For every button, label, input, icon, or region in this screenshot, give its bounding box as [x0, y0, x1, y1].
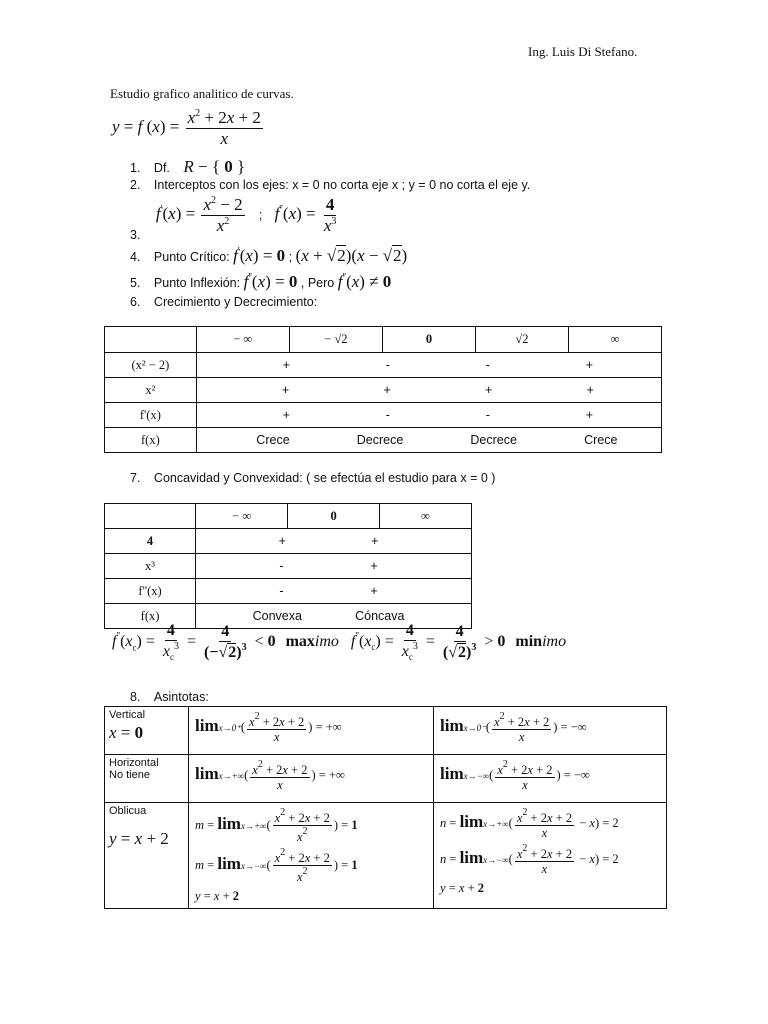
- step-5-label: Punto Inflexión:: [153, 276, 241, 290]
- step-5-pero: , Pero: [300, 276, 335, 290]
- table1-row-head: f'(x): [105, 403, 197, 428]
- table1-cell: +: [281, 383, 290, 397]
- table1-header-sqrt2: √2: [475, 327, 568, 353]
- max-min-equations: $f''(x_c)$ = $\frac{4}{x_c^3}$ = $\frac{4}{(-√2)^3}$ < 0 maximo $f''(x_c)$ = $\frac{4}{x_c^3}$ = $\frac{4}{(√2)^3}$ > 0 minimo: [112, 622, 567, 663]
- table1-cell: -: [385, 408, 390, 422]
- table1-row-head: f(x): [105, 428, 197, 453]
- table1-cell: Crece: [256, 433, 290, 447]
- table2-row-head: 4: [105, 529, 196, 554]
- author-name: Ing. Luis Di Stefano.: [528, 44, 638, 59]
- step-7-label: Concavidad y Convexidad: ( se efectúa el estudio para x = 0 ): [153, 471, 496, 485]
- step-3-number: 3.: [130, 227, 141, 242]
- table2-header-neg-inf: − ∞: [196, 504, 288, 529]
- step-8-label: Asintotas:: [153, 690, 209, 704]
- concavity-table: [104, 503, 472, 629]
- table2-header-zero: 0: [288, 504, 380, 529]
- table1-cell: -: [485, 358, 490, 372]
- table1-header-neg-sqrt2: − √2: [289, 327, 382, 353]
- table1-cell: +: [282, 358, 290, 372]
- oblique-label: Oblicua: [109, 805, 147, 817]
- table2-cell: Convexa: [252, 609, 302, 623]
- step-2-number: 2.: [130, 178, 141, 192]
- max-suffix: imo: [314, 633, 339, 651]
- table2-cell: +: [278, 534, 286, 548]
- table1-cell: -: [385, 358, 390, 372]
- step-6: [130, 295, 317, 309]
- step-4: 4. Punto Crítico: f'(x) = 0 ; (x + √2)(x − √2): [130, 246, 408, 265]
- vertical-label: Vertical: [109, 709, 146, 721]
- horizontal-note: No tiene: [109, 769, 150, 781]
- table2-cell: -: [279, 559, 284, 573]
- step-4-number: 4.: [130, 250, 141, 264]
- table2-cell: +: [371, 534, 379, 548]
- step-1-number: 1.: [130, 161, 141, 175]
- table1-cell: +: [282, 408, 290, 422]
- step-5-number: 5.: [130, 276, 141, 290]
- table1-row-head: x²: [105, 378, 197, 403]
- table1-header-inf: ∞: [568, 327, 661, 353]
- step-1-label: Df.: [153, 161, 170, 175]
- table1-cell: Decrece: [356, 433, 404, 447]
- step-6-label: Crecimiento y Decrecimiento:: [153, 295, 318, 309]
- step-2: [130, 178, 530, 192]
- table1-cell: Crece: [584, 433, 618, 447]
- table1-row-head: (x² − 2): [105, 353, 197, 378]
- table2-row-head: f(x): [105, 604, 196, 629]
- table1-cell: Decrece: [470, 433, 517, 447]
- step-1: 1. Df. R − { 0 }: [130, 157, 246, 176]
- step-7: [130, 471, 495, 485]
- table2-cell: +: [370, 584, 378, 598]
- table1-cell: +: [485, 383, 493, 397]
- table2-row-head: x³: [105, 554, 196, 579]
- function-definition: y = f (x) = $\frac{x^2 + 2x + 2}{x}$: [112, 108, 261, 148]
- table1-cell: -: [485, 408, 490, 422]
- max-label: max: [285, 633, 315, 651]
- step-8: [130, 690, 209, 704]
- min-suffix: imo: [542, 633, 567, 651]
- table1-cell: +: [585, 358, 594, 372]
- table1-cell: +: [585, 408, 594, 422]
- step-4-label: Punto Crítico:: [153, 250, 230, 264]
- step-3: 3. f'(x) = $\frac{x^2 - 2}{x^2}$ ; f''(x) = $\frac{4}{x^3}$: [130, 195, 337, 242]
- table1-cell: +: [586, 383, 594, 397]
- min-label: min: [515, 633, 543, 651]
- table1-header-zero: 0: [383, 327, 476, 353]
- table2-row-head: f''(x): [105, 579, 196, 604]
- step-7-number: 7.: [130, 471, 141, 485]
- step-5: 5. Punto Inflexión: f''(x) = 0 , Pero f''(x) ≠ 0: [130, 272, 392, 291]
- step-6-number: 6.: [130, 295, 141, 309]
- step-8-number: 8.: [130, 690, 141, 704]
- table2-cell: -: [279, 584, 284, 598]
- table1-header-neg-inf: − ∞: [196, 327, 289, 353]
- table2-cell: Cóncava: [355, 609, 405, 623]
- table1-cell: +: [383, 383, 391, 397]
- table2-cell: +: [370, 559, 378, 573]
- step-2-text: Interceptos con los ejes: x = 0 no corta eje x ; y = 0 no corta el eje y.: [153, 178, 531, 192]
- horizontal-label: Horizontal: [109, 757, 159, 769]
- page-title: Estudio grafico analitico de curvas.: [110, 86, 294, 101]
- asymptotes-table: Vertical x = 0 limx→0⁺( $\frac{x^2 + 2x + 2}{x}$ ) = +∞ limx→0⁻( $\frac{x^2 + 2x + 2}{x}$ ) = −∞ Horizontal No tiene limx→+∞( $\frac{x^2 + 2x + 2}{x}$ ) = +∞ limx→−∞( $\frac{x^2 + 2x + 2}{x}$ ) = −∞ Oblicua y = x + 2 m = limx→+∞( $\frac{x^2 + 2x + 2}{x^2}$ ) = 1 m = limx→−∞( $\frac{x^2 + 2x + 2}{x^2}$ ) = 1 y = x + 2 n = limx→+∞( $\frac{x^2 + 2x + 2}{x}$ − x) = 2 n = limx→−∞( $\frac{x^2 + 2x + 2}{x}$ − x) = 2 y = x + 2: [104, 706, 667, 909]
- growth-table: [104, 326, 662, 453]
- table2-header-inf: ∞: [380, 504, 472, 529]
